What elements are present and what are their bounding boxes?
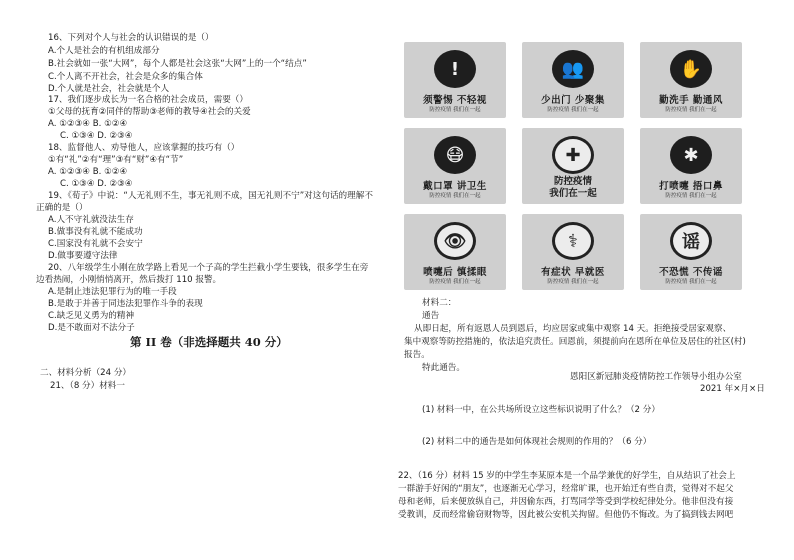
material2-label: 材料二：: [422, 298, 457, 308]
sign-tile: [404, 214, 506, 290]
sign-subcaption: 防控疫情 我们在一起: [665, 279, 717, 285]
sign-tile: [522, 128, 624, 204]
q17-options-row1: A. ①②③④ B. ①②④: [48, 119, 128, 129]
eye-icon: 👁: [434, 222, 476, 260]
q16-option-d: D.个人就是社会，社会就是个人: [48, 84, 170, 94]
notice-paragraph-line2: 集中观察等防控措施的，依法追究责任。回恩前，须提前向在恩所在单位及居住的社区(村): [404, 337, 746, 347]
q16-stem: 16、下列对个人与社会的认识错误的是（）: [48, 33, 214, 43]
section-title: 第 II 卷（非选择题共 40 分）: [130, 335, 288, 349]
sign-tile: [640, 128, 742, 204]
q21-heading: 21、（8 分）材料一: [50, 381, 125, 391]
sign-tile: [404, 128, 506, 204]
sign-subcaption: 防控疫情 我们在一起: [429, 107, 481, 113]
sneeze-icon: ✱: [670, 136, 712, 174]
sign-tile: [522, 42, 624, 118]
no-rumor-icon: 谣: [670, 222, 712, 260]
sign-caption: 打喷嚏 捂口鼻: [659, 181, 723, 192]
q22-line4: 受教训，反而经常偷窃财物等，因此被公安机关拘留。但他仍不悔改。为了搞到钱去网吧: [398, 510, 734, 520]
sign-caption: 不恐慌 不传谣: [659, 267, 723, 278]
q21-subquestion-1: (1) 材料一中，在公共场所设立这些标识说明了什么？（2 分）: [422, 405, 660, 415]
sign-subcaption: 防控疫情 我们在一起: [429, 193, 481, 199]
q22-line2: 一群游手好闲的“朋友”，也逐渐无心学习，经常旷课，也开始迁有些自责，觉得对不起父: [398, 484, 734, 494]
sign-caption: 喷嚏后 慎揉眼: [423, 267, 487, 278]
q19-option-c: C.国家没有礼就不会安宁: [48, 239, 143, 249]
q22-line1: 22、（16 分）材料 15 岁的中学生李某原本是一个品学兼优的好学生，自从结识了社会上: [398, 471, 736, 481]
sign-tile: [640, 214, 742, 290]
q17-stem: 17、我们逐步成长为一名合格的社会成员，需要（）: [48, 95, 248, 105]
hand-wash-icon: ✋: [670, 50, 712, 88]
q18-items: ①有“礼”②有“理”③有“财”④有“节”: [48, 155, 184, 165]
sign-caption: 戴口罩 讲卫生: [423, 181, 487, 192]
notice-closing: 特此通告。: [422, 363, 465, 373]
q19-option-a: A.人不守礼就没法生存: [48, 215, 134, 225]
part2-heading: 二、材料分析（24 分）: [40, 368, 132, 378]
q19-option-b: B.做事没有礼就不能成功: [48, 227, 143, 237]
sign-tile: [404, 42, 506, 118]
sign-caption: 有症状 早就医: [541, 267, 605, 278]
sign-subcaption: 防控疫情 我们在一起: [665, 107, 717, 113]
q17-options-row2: C. ①③④ D. ②③④: [60, 131, 133, 141]
q18-options-row1: A. ①②③④ B. ①②④: [48, 167, 128, 177]
q18-options-row2: C. ①③④ D. ②③④: [60, 179, 133, 189]
notice-paragraph-line3: 报告。: [404, 350, 430, 360]
sign-subcaption: 防控疫情 我们在一起: [547, 279, 599, 285]
mask-icon: 😷: [434, 136, 476, 174]
q16-option-b: B.社会就如一张“大网”，每个人都是社会这张“大网”上的一个“结点”: [48, 59, 307, 69]
q17-items: ①父母的抚育②同伴的帮助③老师的教导④社会的关爱: [48, 107, 251, 117]
q16-option-a: A.个人是社会的有机组成部分: [48, 46, 160, 56]
warning-icon: !: [434, 50, 476, 88]
medical-cross-icon: ✚: [552, 136, 594, 174]
q20-option-d: D.是不敢面对不法分子: [48, 323, 135, 333]
q18-stem: 18、监督他人、劝导他人，应该掌握的技巧有（）: [48, 143, 240, 153]
notice-date: 2021 年×月×日: [700, 384, 765, 394]
sign-tile: [640, 42, 742, 118]
sign-caption: 须警惕 不轻视: [423, 95, 487, 106]
q20-stem-line2: 边看热闹，小刚悄悄离开，然后拨打 110 报警。: [36, 275, 222, 285]
sign-caption: 勤洗手 勤通风: [659, 95, 723, 106]
q20-option-c: C.缺乏见义勇为的精神: [48, 311, 135, 321]
notice-issuer: 恩阳区新冠肺炎疫情防控工作领导小组办公室: [570, 372, 742, 382]
sign-subcaption: 防控疫情 我们在一起: [429, 279, 481, 285]
q19-stem-line2: 正确的是（）: [36, 203, 88, 213]
sign-caption: 防控疫情 我们在一起: [549, 176, 597, 199]
crowd-icon: 👥: [552, 50, 594, 88]
q20-stem-line1: 20、八年级学生小刚在放学路上看见一个子高的学生拦截小学生要钱，很多学生在旁: [48, 263, 369, 273]
notice-paragraph-line1: 从即日起，所有返恩人员到恩后，均应居家或集中观察 14 天。拒绝接受居家观察、: [414, 324, 732, 334]
prevention-sign-grid: [404, 42, 742, 290]
sign-caption: 少出门 少聚集: [541, 95, 605, 106]
sign-tile: [522, 214, 624, 290]
q20-option-b: B.是敢于并善于同违法犯罪作斗争的表现: [48, 299, 203, 309]
q20-option-a: A.是制止违法犯罪行为的唯一手段: [48, 287, 177, 297]
notice-title: 通告: [422, 311, 440, 321]
q19-stem-line1: 19、《荀子》中说：“人无礼则不生，事无礼则不成，国无礼则不宁”对这句话的理解不: [48, 191, 373, 201]
sign-subcaption: 防控疫情 我们在一起: [665, 193, 717, 199]
q16-option-c: C.个人离不开社会，社会是众多的集合体: [48, 72, 203, 82]
q22-line3: 母和老师，后来便放纵自己，并因偷东西，打骂同学等受到学校纪律处分。他非但没有接: [398, 497, 734, 507]
sign-subcaption: 防控疫情 我们在一起: [547, 107, 599, 113]
q19-option-d: D.做事要遵守法律: [48, 251, 118, 261]
stethoscope-icon: ⚕: [552, 222, 594, 260]
q21-subquestion-2: (2) 材料二中的通告是如何体现社会规则的作用的？（6 分）: [422, 437, 652, 447]
